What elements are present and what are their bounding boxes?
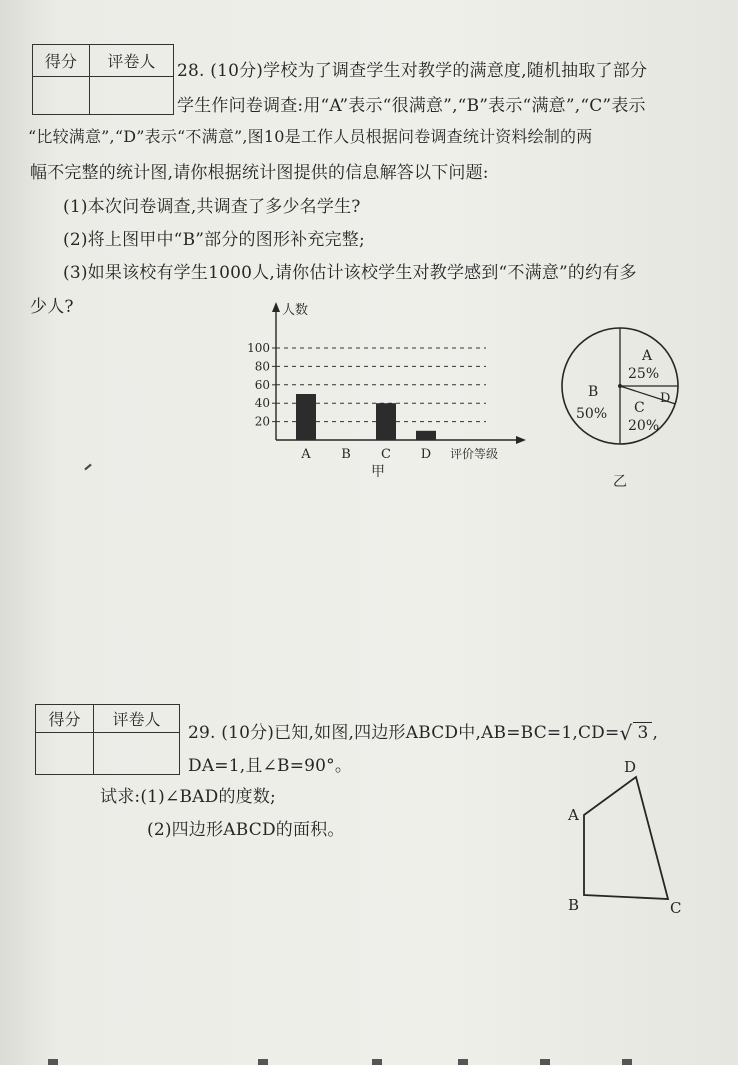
y-tick-label: 40 (254, 396, 270, 411)
edge-mark (372, 1059, 382, 1065)
slice-label-d: D (660, 391, 671, 406)
x-tick-label: A (301, 447, 311, 462)
score-label: 得分 (33, 45, 90, 77)
edge-mark (622, 1059, 632, 1065)
grader-cell[interactable] (89, 77, 173, 115)
pie-chart-yi (552, 316, 692, 516)
edge-mark (540, 1059, 550, 1065)
edge-mark (258, 1059, 268, 1065)
y-tick-label: 100 (247, 341, 270, 355)
slice-label-a: A (642, 348, 653, 364)
x-axis-label: 评价等级 (450, 447, 499, 461)
q28-line1: 28. (10分)学校为了调查学生对教学的满意度,随机抽取了部分 (177, 61, 648, 81)
y-tick-label: 60 (254, 377, 270, 392)
x-axis-arrow (516, 436, 526, 444)
grader-label: 评卷人 (89, 45, 173, 77)
grader-cell[interactable] (93, 733, 179, 775)
y-tick-label: 80 (254, 359, 270, 374)
q28-sub1: (1)本次问卷调查,共调查了多少名学生? (63, 197, 361, 217)
slice-percent-b: 50% (576, 406, 608, 422)
q29-line1 (188, 718, 658, 743)
score-table-q28 (32, 44, 174, 115)
q28-line3: “比较满意”,“D”表示“不满意”,图10是工作人员根据问卷调查统计资料绘制的两 (28, 127, 593, 146)
chart-title: 乙 (613, 474, 627, 490)
chart-title: 甲 (371, 464, 385, 480)
y-axis-arrow (272, 302, 280, 312)
edge-mark (458, 1059, 468, 1065)
slice-percent-c: 20% (628, 418, 660, 434)
grader-label: 评卷人 (93, 705, 179, 733)
score-cell[interactable] (36, 733, 94, 775)
bar-c (376, 403, 396, 440)
vertex-label-d: D (624, 758, 637, 776)
vertex-label-a: A (568, 806, 579, 824)
score-label: 得分 (36, 705, 94, 733)
x-tick-label: B (341, 447, 351, 462)
slice-label-b: B (588, 384, 599, 400)
y-tick-label: 20 (254, 414, 270, 429)
score-table-q29 (35, 704, 180, 775)
slice-label-c: C (634, 400, 645, 416)
bar-chart-jia (238, 292, 538, 492)
slice-percent-a: 25% (628, 366, 660, 382)
q28-sub3a: (3)如果该校有学生1000人,请你估计该校学生对教学感到“不满意”的约有多 (63, 263, 637, 283)
x-tick-label: D (420, 447, 432, 462)
edge-mark (48, 1059, 58, 1065)
q29-line2: DA=1,且∠B=90°。 (188, 756, 353, 776)
q29-sub1: 试求:(1)∠BAD的度数; (100, 787, 276, 807)
sqrt-expression: √ 3 (619, 723, 652, 743)
bar-a (296, 394, 316, 440)
score-cell[interactable] (33, 77, 90, 115)
vertex-label-b: B (568, 896, 580, 914)
q28-sub2: (2)将上图甲中“B”部分的图形补充完整; (63, 230, 365, 250)
q28-line4: 幅不完整的统计图,请你根据统计图提供的信息解答以下问题: (30, 163, 489, 183)
x-tick-label: C (381, 447, 391, 462)
y-axis-label: 人数 (282, 303, 309, 318)
q28-line2: 学生作问卷调查:用“A”表示“很满意”,“B”表示“满意”,“C”表示 (177, 96, 646, 116)
q29-line1-pre: 29. (10分)已知,如图,四边形ABCD中,AB=BC=1,CD= (188, 723, 620, 743)
pencil-mark (84, 464, 91, 471)
q29-sub2: (2)四边形ABCD的面积。 (147, 820, 345, 840)
pie-center (618, 384, 622, 388)
sqrt-value: 3 (633, 722, 652, 743)
vertex-label-c: C (670, 899, 682, 917)
quadrilateral-abcd (584, 777, 668, 899)
q29-line1-post: , (652, 723, 659, 743)
bar-d (416, 431, 436, 440)
q28-sub3b: 少人? (30, 297, 74, 317)
quadrilateral-figure (560, 755, 700, 925)
